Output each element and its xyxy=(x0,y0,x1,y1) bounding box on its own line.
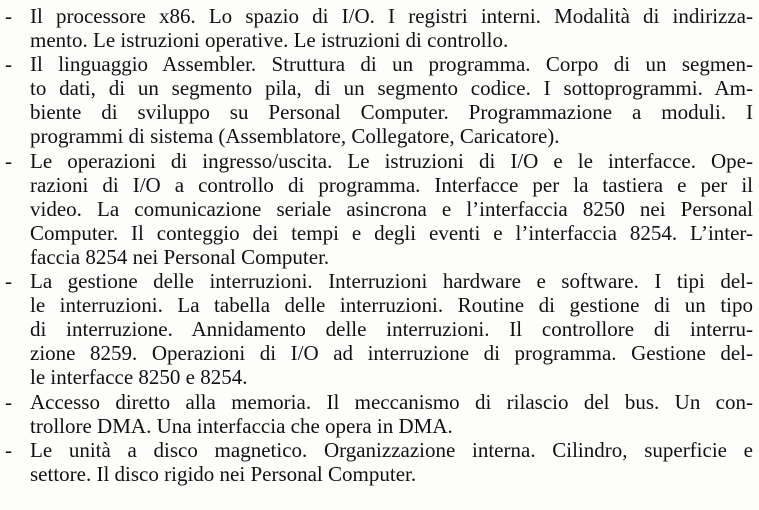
item-line: le interruzioni. La tabella delle interruzioni. Routine di gestione di un tipo xyxy=(30,293,753,318)
item-line: faccia 8254 nei Personal Computer. xyxy=(30,244,330,269)
item-line: video. La comunicazione seriale asincrona e l’interfaccia 8250 nei Personal xyxy=(30,196,753,221)
list-item xyxy=(5,149,753,269)
item-line: di interruzione. Annidamento delle interruzioni. Il controllore di interru- xyxy=(30,317,753,342)
list-dash: - xyxy=(5,437,12,462)
item-line: settore. Il disco rigido nei Personal Computer. xyxy=(30,461,417,486)
list-dash: - xyxy=(5,269,12,294)
list-item xyxy=(5,52,753,148)
item-line: Il linguaggio Assembler. Struttura di un programma. Corpo di un segmen- xyxy=(30,52,753,77)
item-line: trollore DMA. Una interfaccia che opera in DMA. xyxy=(30,413,453,438)
item-line: Accesso diretto alla memoria. Il meccanismo di rilascio del bus. Un con- xyxy=(30,389,753,414)
list-item xyxy=(5,269,753,389)
item-line: La gestione delle interruzioni. Interruzioni hardware e software. I tipi del- xyxy=(30,269,753,294)
item-line: biente di sviluppo su Personal Computer. Programmazione a moduli. I xyxy=(30,100,753,125)
item-line: le interfacce 8250 e 8254. xyxy=(30,365,248,390)
item-line: mento. Le istruzioni operative. Le istruzioni di controllo. xyxy=(30,28,509,53)
item-line: Il processore x86. Lo spazio di I/O. I registri interni. Modalità di indirizza- xyxy=(30,4,753,28)
item-line: to dati, di un segmento pila, di un segmento codice. I sottoprogrammi. Am- xyxy=(30,76,753,101)
item-line: Le operazioni di ingresso/uscita. Le istruzioni di I/O e le interfacce. Ope- xyxy=(30,148,753,173)
item-line: Le unità a disco magnetico. Organizzazione interna. Cilindro, superficie e xyxy=(30,437,753,462)
list-item xyxy=(5,438,753,486)
list-dash: - xyxy=(5,148,12,173)
topic-list xyxy=(5,4,753,486)
list-item xyxy=(5,4,753,52)
item-line: Computer. Il conteggio dei tempi e degli eventi e l’interfaccia 8254. L’inter- xyxy=(30,220,753,245)
list-item xyxy=(5,390,753,438)
item-line: programmi di sistema (Assemblatore, Collegatore, Caricatore). xyxy=(30,124,560,149)
item-line: razioni di I/O a controllo di programma. Interfacce per la tastiera e per il xyxy=(30,172,753,197)
list-dash: - xyxy=(5,4,12,28)
item-line: zione 8259. Operazioni di I/O ad interruzione di programma. Gestione del- xyxy=(30,341,753,366)
list-dash: - xyxy=(5,389,12,414)
list-dash: - xyxy=(5,52,12,77)
